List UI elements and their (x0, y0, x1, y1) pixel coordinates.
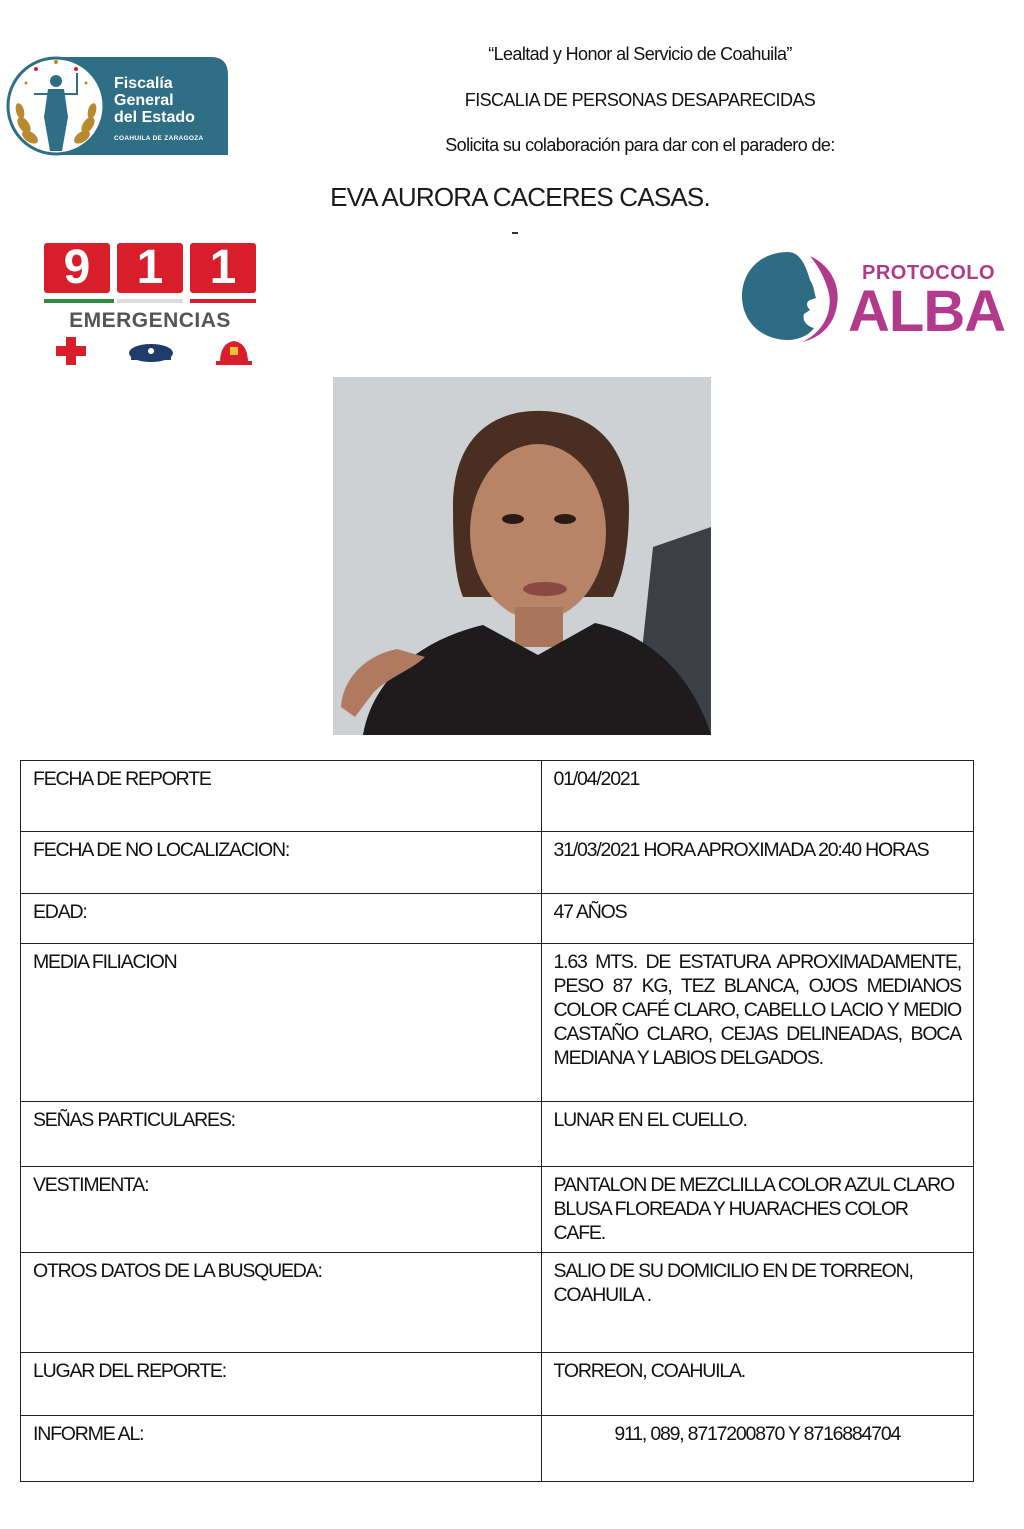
row-value: SALIO DE SU DOMICILIO EN DE TORREON, COAHUILA . (541, 1253, 973, 1353)
fiscalia-line2: General (114, 92, 174, 109)
emergencias-label: EMERGENCIAS (69, 309, 231, 332)
table-row (21, 1416, 974, 1482)
row-label: FECHA DE REPORTE (21, 761, 542, 832)
protocolo-alba-logo (740, 248, 1015, 343)
table-row (21, 832, 974, 894)
row-value: 31/03/2021 HORA APROXIMADA 20:40 HORAS (541, 832, 973, 894)
row-label: INFORME AL: (21, 1416, 542, 1482)
row-value: TORREON, COAHUILA. (541, 1353, 973, 1416)
digit-1: 1 (117, 243, 183, 293)
row-value: LUNAR EN EL CUELLO. (541, 1102, 973, 1167)
row-label: OTROS DATOS DE LA BUSQUEDA: (21, 1253, 542, 1353)
table-row (21, 1102, 974, 1167)
row-label: LUGAR DEL REPORTE: (21, 1353, 542, 1416)
table-row (21, 944, 974, 1102)
table-row (21, 1167, 974, 1253)
row-label: FECHA DE NO LOCALIZACION: (21, 832, 542, 894)
row-label: VESTIMENTA: (21, 1167, 542, 1253)
alba-label: ALBA (848, 279, 1006, 344)
fiscalia-subtitle: COAHUILA DE ZARAGOZA (114, 135, 204, 142)
info-table (20, 760, 974, 1482)
person-name: EVA AURORA CACERES CASAS. (330, 182, 710, 212)
fiscalia-logo (6, 55, 230, 157)
row-value: 1.63 MTS. DE ESTATURA APROXIMADAMENTE, PESO 87 KG, TEZ BLANCA, OJOS MEDIANOS COLOR CAFÉ CLARO, CABELLO LACIO Y MEDIO CASTAÑO CLARO, CEJAS DELINEADAS, BOCA MEDIANA Y LABIOS DELGADOS. (541, 944, 973, 1102)
fiscalia-line1: Fiscalía (114, 75, 173, 92)
divider (512, 232, 518, 234)
police-cap-icon (129, 344, 173, 362)
emergencias-911-logo (44, 243, 256, 368)
motto: “Lealtad y Honor al Servicio de Coahuila” (488, 44, 792, 64)
alba-protocolo-label: PROTOCOLO (862, 262, 996, 284)
row-value: 01/04/2021 (541, 761, 973, 832)
table-row (21, 1353, 974, 1416)
office-title: FISCALIA DE PERSONAS DESAPARECIDAS (464, 90, 816, 110)
red-cross-icon (56, 337, 86, 365)
row-label: SEÑAS PARTICULARES: (21, 1102, 542, 1167)
fiscalia-line3: del Estado (114, 109, 195, 126)
digit-1-second: 1 (190, 243, 256, 293)
row-label: MEDIA FILIACION (21, 944, 542, 1102)
row-value: 47 AÑOS (541, 894, 973, 944)
firefighter-helmet-icon (216, 341, 252, 365)
row-value: PANTALON DE MEZCLILLA COLOR AZUL CLARO BLUSA FLOREADA Y HUARACHES COLOR CAFE. (541, 1167, 973, 1253)
digit-9: 9 (44, 243, 110, 293)
row-value: 911, 089, 8717200870 Y 8716884704 (541, 1416, 973, 1482)
table-row (21, 761, 974, 832)
missing-person-photo (333, 377, 711, 735)
table-row (21, 1253, 974, 1353)
row-label: EDAD: (21, 894, 542, 944)
woman-profile-icon (742, 252, 816, 340)
table-row (21, 894, 974, 944)
request-text: Solicita su colaboración para dar con el paradero de: (445, 135, 835, 155)
